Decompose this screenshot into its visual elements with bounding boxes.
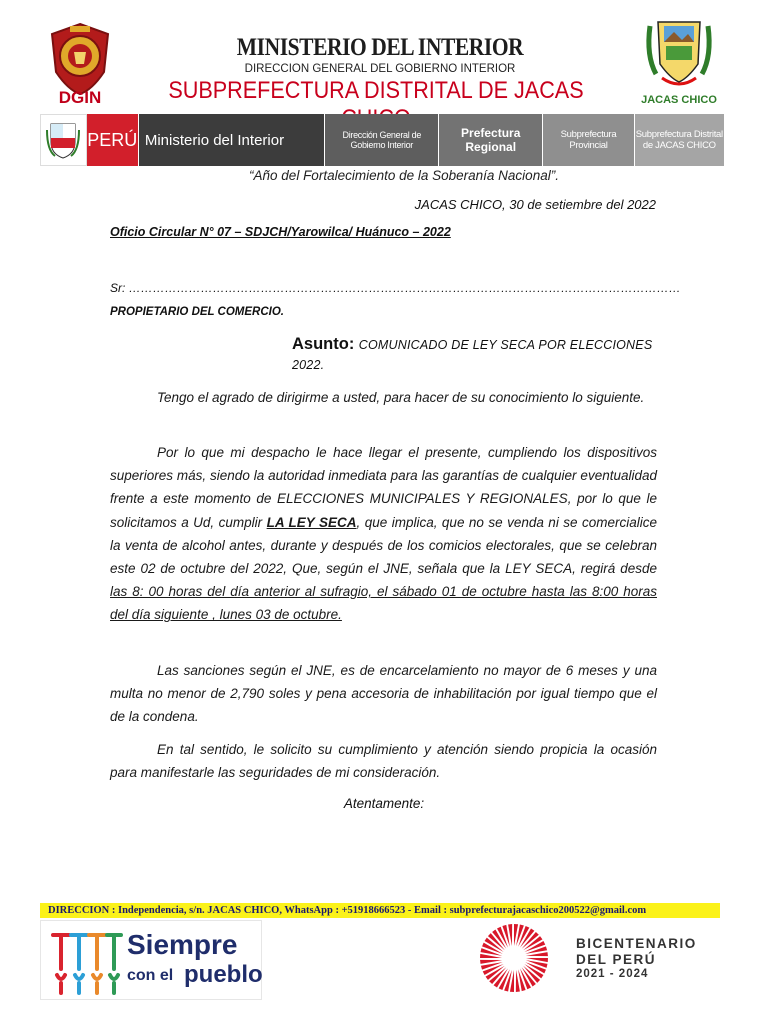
ministerio-cell: Ministerio del Interior <box>138 114 325 166</box>
asunto-text: COMUNICADO DE LEY SECA POR ELECCIONES 2022. <box>292 338 653 372</box>
peru-shield <box>40 114 87 166</box>
footer-address-bar: DIRECCION : Independencia, s/n. JACAS CHICO, WhatsApp : +51918666523 - Email : subprefecturajacaschico200522@gmail.com <box>40 903 720 918</box>
oficio-reference: Oficio Circular N° 07 – SDJCH/Yarowilca/ Huánuco – 2022 <box>110 225 451 239</box>
bicentenario-logo <box>460 920 716 996</box>
bicentenario-years: 2021 - 2024 <box>576 968 649 980</box>
bicentenario-sunburst-icon <box>464 920 564 996</box>
paragraph-1: Tengo el agrado de dirigirme a usted, para hacer de su conocimiento lo siguiente. <box>157 390 645 405</box>
government-band <box>40 114 724 166</box>
prefectura-regional-cell: Prefectura Regional <box>438 114 542 166</box>
paragraph-3: Las sanciones según el JNE, es de encarcelamiento no mayor de 6 meses y una multa no menor de 2,790 soles y pena accesoria de inhabilitación por igual tiempo que el de la condena. <box>110 663 657 725</box>
recipient: PROPIETARIO DEL COMERCIO. <box>110 306 285 318</box>
subprefectura-provincial-cell: Subprefectura Provincial <box>542 114 633 166</box>
asunto-block <box>292 335 658 375</box>
subprefectura-title: SUBPREFECTURA DISTRITAL DE JACAS <box>168 77 584 104</box>
ley-seca-emphasis: LA LEY SECA <box>266 514 357 530</box>
date-line: JACAS CHICO, 30 de setiembre del 2022 <box>414 197 656 212</box>
closing: Atentamente: <box>343 796 425 811</box>
addressee-line: Sr: ………………………………………………………………………………………………………………………… <box>110 281 681 295</box>
direccion-general-title: DIRECCION GENERAL DEL GOBIERNO INTERIOR <box>244 63 516 75</box>
paragraph-2-part-b: , que implica, que no se venda ni se comercialice la venta de alcohol antes, durante y después de los comicios electorales, que se celebran este 02 de octubre del 2022, Que, según el JNE, señala que la LEY SECA, regirá desde <box>110 514 657 577</box>
pueblo-text: pueblo <box>184 961 263 988</box>
con-el-text: con el <box>127 967 174 984</box>
jacas-chico-emblem <box>636 16 722 110</box>
del-peru-text: DEL PERÚ <box>576 952 657 967</box>
peru-label: PERÚ <box>87 114 138 166</box>
year-motto: “Año del Fortalecimiento de la Soberanía Nacional”. <box>249 168 559 183</box>
people-figures-icon <box>49 925 123 997</box>
direccion-general-cell: Dirección General de Gobierno Interior <box>324 114 438 166</box>
ministry-title: MINISTERIO DEL INTERIOR <box>236 34 524 61</box>
siempre-con-el-pueblo-logo <box>40 920 262 1000</box>
siempre-text: Siempre <box>127 929 238 960</box>
bicentenario-text: BICENTENARIO <box>576 936 697 951</box>
paragraph-2-part-a: Por lo que mi despacho le hace llegar el presente, cumpliendo los dispositivos superiores más, siendo la autoridad inmediata para las garantías de cualquier eventualidad frente a este momento de ELECCIONES MUNICIPALES Y REGIONALES, por lo que le solicitamos a Ud, cumplir <box>110 445 657 530</box>
ley-seca-schedule: las 8: 00 horas del día anterior al sufragio, el sábado 01 de octubre hasta las 8:00 horas del día siguiente , lunes 03 de octubre. <box>110 584 657 623</box>
subprefectura-distrital-cell: Subprefectura Distrital de JACAS CHICO <box>634 114 724 166</box>
dgin-logo-text: DGIN <box>58 88 102 107</box>
paragraph-2 <box>110 441 657 627</box>
asunto-label: Asunto: <box>292 335 355 353</box>
peru-coat-of-arms-icon <box>45 120 81 160</box>
jacas-chico-shield-icon <box>636 16 722 94</box>
jacas-logo-text: JACAS CHICO <box>641 94 717 106</box>
paragraph-4: En tal sentido, le solicito su cumplimiento y atención siendo propicia la ocasión para manifestarle las seguridades de mi consideración. <box>110 742 657 781</box>
